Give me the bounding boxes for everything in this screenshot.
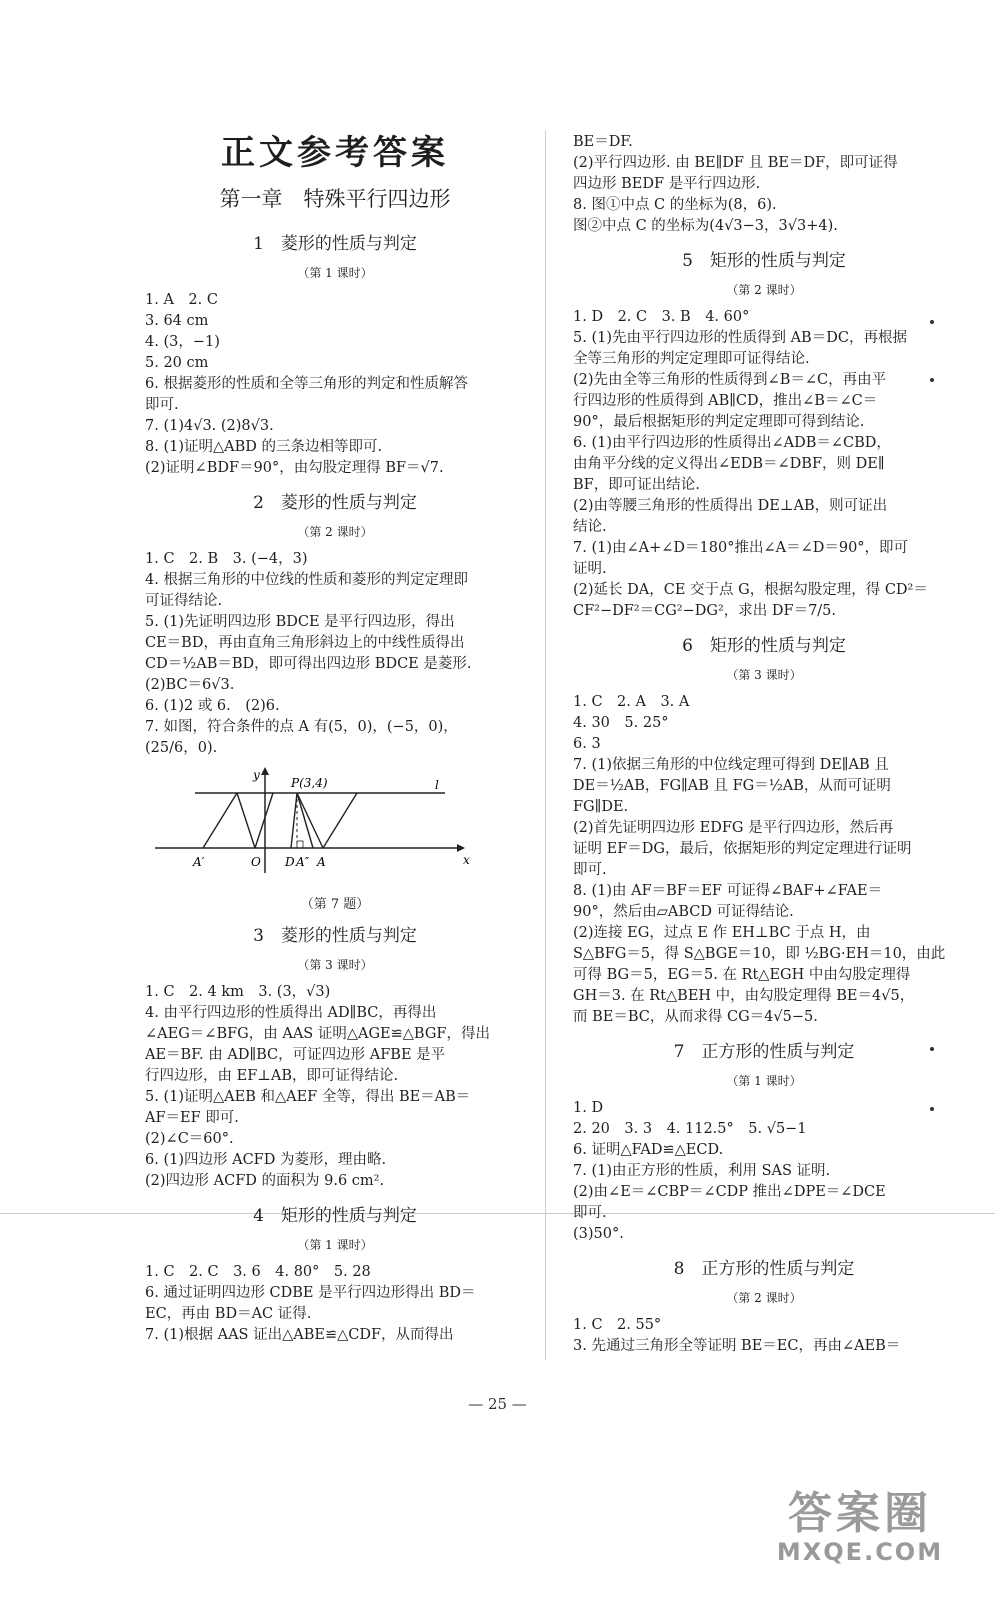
answer-line: 7. (1)依据三角形的中位线定理可得到 DE∥AB 且: [573, 757, 889, 773]
answer-line: EC，再由 BD＝AC 证得.: [145, 1306, 312, 1322]
section-title: 4 矩形的性质与判定: [253, 1206, 417, 1226]
answer-line: 行四边形，由 EF⊥AB，即可证得结论.: [145, 1068, 399, 1084]
answer-line: 4. 根据三角形的中位线的性质和菱形的判定定理即: [145, 572, 468, 588]
answer-line: (3)50°.: [573, 1226, 624, 1242]
answer-line: 8. (1)由 AF＝BF＝EF 可证得∠BAF+∠FAE＝: [573, 883, 883, 899]
answer-line: 4. (3，−1): [145, 334, 220, 350]
answer-line: 5. 20 cm: [145, 355, 209, 371]
answer-line: 1. D: [573, 1100, 604, 1116]
answer-line: 结论.: [573, 519, 607, 535]
answer-line: 即可.: [145, 397, 179, 413]
answer-line: 1. D 2. C 3. B 4. 60°: [573, 309, 750, 325]
answer-line: 8. (1)证明△ABD 的三条边相等即可.: [145, 439, 383, 455]
answer-line: 即可.: [573, 1205, 607, 1221]
answer-line: 2. 20 3. 3 4. 112.5° 5. √5−1: [573, 1121, 807, 1137]
answer-line: 5. (1)先由平行四边形的性质得到 AB＝DC，再根据: [573, 330, 907, 346]
lesson-label: （第 1 课时）: [726, 1074, 802, 1088]
answer-line: 可得 BG＝5，EG＝5. 在 Rt△EGH 中由勾股定理得: [573, 967, 911, 983]
lesson-label: （第 3 课时）: [297, 958, 373, 972]
answer-line: (25/6，0).: [145, 740, 218, 756]
answer-line: 图②中点 C 的坐标为(4√3−3，3√3+4).: [573, 218, 838, 234]
section-title: 1 菱形的性质与判定: [253, 234, 417, 254]
lesson-label: （第 2 课时）: [726, 1291, 802, 1305]
point-a-double-label: A″: [296, 855, 310, 869]
answer-line: 4. 由平行四边形的性质得出 AD∥BC，再得出: [145, 1005, 437, 1021]
answer-line: 6. 3: [573, 736, 601, 752]
watermark-url: MXQE.COM: [776, 1538, 944, 1566]
edge: [323, 793, 357, 848]
y-axis-arrow: [261, 767, 269, 775]
edge: [203, 793, 237, 848]
lesson-label: （第 2 课时）: [297, 525, 373, 539]
answer-line: (2)∠C＝60°.: [145, 1131, 234, 1147]
answer-line: (2)首先证明四边形 EDFG 是平行四边形，然后再: [573, 820, 894, 836]
column-divider: [545, 130, 546, 1360]
margin-dot: [930, 378, 934, 382]
answer-line: 3. 64 cm: [145, 313, 209, 329]
margin-dot: [930, 320, 934, 324]
answer-line: 由角平分线的定义得出∠EDB＝∠DBF，则 DE∥: [573, 456, 885, 472]
answer-line: 即可.: [573, 862, 607, 878]
section-title: 7 正方形的性质与判定: [673, 1042, 855, 1062]
answer-line: 7. (1)4√3. (2)8√3.: [145, 418, 274, 434]
chapter-title: 第一章 特殊平行四边形: [219, 187, 451, 211]
answer-line: 1. C 2. B 3. (−4，3): [145, 551, 308, 567]
line-l-label: l: [435, 778, 439, 792]
answer-line: 6. (1)四边形 ACFD 为菱形，理由略.: [145, 1152, 387, 1168]
answer-line: S△BFG＝5，得 S△BGE＝10，即 ½BG·EH＝10，由此: [573, 946, 946, 962]
answer-line: 1. C 2. C 3. 6 4. 80° 5. 28: [145, 1264, 371, 1280]
answer-line: (2)先由全等三角形的性质得到∠B＝∠C，再由平: [573, 372, 887, 388]
answer-line: BE＝DF.: [573, 134, 633, 150]
answer-line: BF，即可证出结论.: [573, 477, 700, 493]
answer-line: 6. 通过证明四边形 CDBE 是平行四边形得出 BD＝: [145, 1285, 476, 1301]
answer-line: (2)延长 DA，CE 交于点 G，根据勾股定理，得 CD²＝: [573, 582, 928, 598]
answer-line: 1. C 2. 4 km 3. (3，√3): [145, 984, 331, 1000]
left-answers: [145, 232, 525, 1346]
answer-line: 7. 如图，符合条件的点 A 有(5，0)，(−5，0)，: [145, 719, 458, 735]
margin-dot: [930, 1047, 934, 1051]
answer-line: CD＝½AB＝BD，即可得出四边形 BDCE 是菱形.: [145, 656, 472, 672]
answer-line: 90°，然后由▱ABCD 可证得结论.: [573, 904, 794, 920]
watermark-text: 答案圈: [788, 1488, 932, 1539]
edge: [291, 793, 297, 848]
answer-line: 行四边形的性质得到 AB∥CD，推出∠B＝∠C＝: [573, 393, 878, 409]
answer-line: 6. 根据菱形的性质和全等三角形的判定和性质解答: [145, 376, 468, 392]
y-axis-label: y: [253, 768, 260, 782]
answer-line: FG∥DE.: [573, 799, 629, 815]
answer-line: 90°，最后根据矩形的判定定理即可得到结论.: [573, 414, 865, 430]
answer-line: DE＝½AB，FG∥AB 且 FG＝½AB，从而可证明: [573, 778, 891, 794]
answer-line: 证明.: [573, 561, 607, 577]
watermark-logo: [765, 1490, 955, 1570]
answer-line: 4. 30 5. 25°: [573, 715, 669, 731]
x-axis-label: x: [463, 853, 470, 867]
answer-line: 5. (1)证明△AEB 和△AEF 全等，得出 BE＝AB＝: [145, 1089, 471, 1105]
answer-line: 四边形 BEDF 是平行四边形.: [573, 176, 761, 192]
point-d-label: D: [285, 855, 295, 869]
answer-line: 6. (1)由平行四边形的性质得出∠ADB＝∠CBD，: [573, 435, 891, 451]
answer-line: 8. 图①中点 C 的坐标为(8，6).: [573, 197, 777, 213]
lesson-label: （第 3 课时）: [726, 668, 802, 682]
answer-line: 可证得结论.: [145, 593, 223, 609]
margin-dot: [930, 1107, 934, 1111]
section-title: 3 菱形的性质与判定: [253, 926, 417, 946]
answer-line: AF＝EF 即可.: [145, 1110, 239, 1126]
section-title: 5 矩形的性质与判定: [682, 251, 846, 271]
answer-line: (2)四边形 ACFD 的面积为 9.6 cm².: [145, 1173, 385, 1189]
right-angle-mark: [297, 841, 303, 848]
answer-line: 7. (1)由∠A+∠D＝180°推出∠A＝∠D＝90°，即可: [573, 540, 909, 556]
answer-line: 全等三角形的判定定理即可证得结论.: [573, 351, 810, 367]
section-title: 6 矩形的性质与判定: [682, 636, 846, 656]
answer-line: 6. (1)2 或 6. (2)6.: [145, 698, 280, 714]
answer-line: (2)由∠E＝∠CBP＝∠CDP 推出∠DPE＝∠DCE: [573, 1184, 886, 1200]
answer-line: AE＝BF. 由 AD∥BC，可证四边形 AFBE 是平: [145, 1047, 446, 1063]
page-title: 正文参考答案: [221, 133, 449, 173]
answer-line: 6. 证明△FAD≌△ECD.: [573, 1142, 724, 1158]
page-number: — 25 —: [468, 1395, 527, 1413]
point-a-label: A: [317, 855, 326, 869]
edge: [255, 793, 273, 848]
answer-line: (2)由等腰三角形的性质得出 DE⊥AB，则可证出: [573, 498, 888, 514]
section-title: 2 菱形的性质与判定: [253, 493, 417, 513]
origin-label: O: [251, 855, 261, 869]
answer-line: (2)平行四边形. 由 BE∥DF 且 BE＝DF，即可证得: [573, 155, 898, 171]
answer-line: 7. (1)由正方形的性质，利用 SAS 证明.: [573, 1163, 831, 1179]
answer-line: 1. C 2. A 3. A: [573, 694, 690, 710]
x-axis-arrow: [457, 844, 465, 852]
answer-line: GH＝3. 在 Rt△BEH 中，由勾股定理得 BE＝4√5，: [573, 988, 915, 1004]
figure-7: [145, 763, 525, 887]
answer-line: (2)连接 EG，过点 E 作 EH⊥BC 于点 H，由: [573, 925, 871, 941]
answer-line: 1. C 2. 55°: [573, 1317, 662, 1333]
answer-line: (2)证明∠BDF＝90°，由勾股定理得 BF＝√7.: [145, 460, 444, 476]
point-p-label: P(3,4): [291, 776, 328, 790]
answer-line: 1. A 2. C: [145, 292, 218, 308]
right-answers: [573, 132, 955, 1357]
answer-line: ∠AEG＝∠BFG，由 AAS 证明△AGE≌△BGF，得出: [145, 1026, 490, 1042]
answer-line: CF²−DF²＝CG²−DG²，求出 DF＝7/5.: [573, 603, 837, 619]
answer-line: 证明 EF＝DG，最后，依据矩形的判定定理进行证明: [573, 841, 912, 857]
answer-line: (2)BC＝6√3.: [145, 677, 235, 693]
lesson-label: （第 1 课时）: [297, 1238, 373, 1252]
coordinate-figure: [145, 763, 475, 883]
section-title: 8 正方形的性质与判定: [673, 1259, 855, 1279]
figure-caption: （第 7 题）: [300, 897, 370, 912]
answer-line: 5. (1)先证明四边形 BDCE 是平行四边形，得出: [145, 614, 455, 630]
lesson-label: （第 2 课时）: [726, 283, 802, 297]
answer-line: 3. 先通过三角形全等证明 BE＝EC，再由∠AEB＝: [573, 1338, 901, 1354]
answer-line: 7. (1)根据 AAS 证出△ABE≌△CDF，从而得出: [145, 1327, 454, 1343]
edge: [237, 793, 255, 848]
right-column: [573, 132, 955, 1357]
left-column: [145, 130, 525, 1346]
answer-line: 而 BE＝BC，从而求得 CG＝4√5−5.: [573, 1009, 818, 1025]
lesson-label: （第 1 课时）: [297, 266, 373, 280]
point-a-prime-label: A′: [193, 855, 205, 869]
answer-line: CE＝BD，再由直角三角形斜边上的中线性质得出: [145, 635, 465, 651]
